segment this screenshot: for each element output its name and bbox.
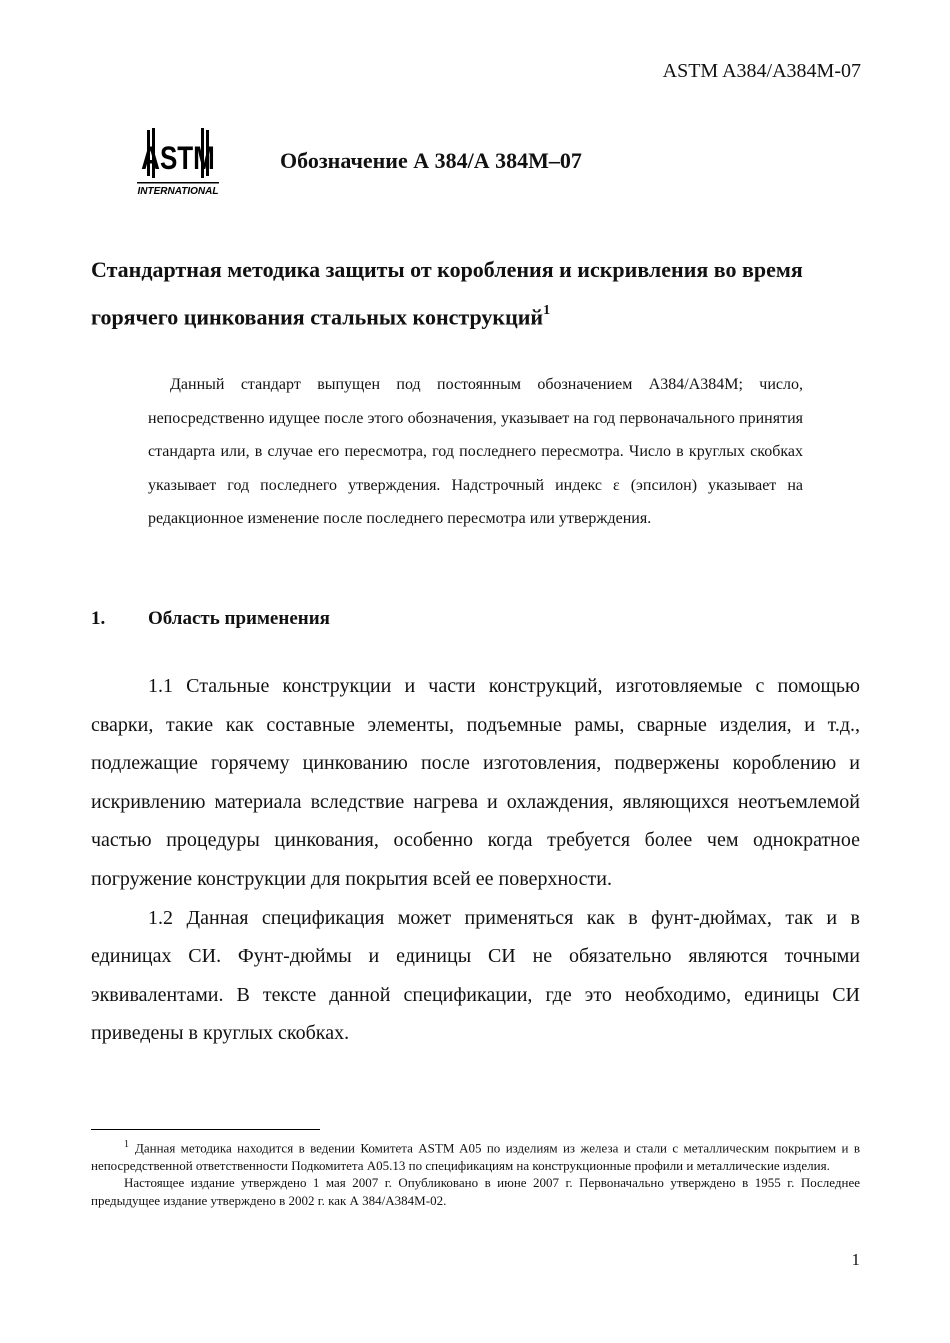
- logo-mark-text: ASTM: [141, 140, 215, 177]
- preface-text: Данный стандарт выпущен под постоянным обозначением А384/А384М; число, непосредственно идущее после этого обозначения, указывает на год первоначального принятия стандарта или, в случае его пересмотра, год последнего пересмотра. Число в круглых скобках указывает год последнего утверждения. Надстрочный индекс ε (эпсилон) указывает на редакционное изменение после последнего пересмотра или утверждения.: [148, 376, 803, 527]
- page-number: 1: [851, 1250, 860, 1269]
- footnote-divider: [91, 1129, 320, 1130]
- logo-caption-text: INTERNATIONAL: [137, 186, 219, 197]
- section-heading: [91, 608, 330, 630]
- section-body: [91, 667, 860, 1053]
- paragraph-1-2: 1.2 Данная спецификация может применяться как в фунт-дюймах, так и в единицах СИ. Фунт-дюймы и единицы СИ не обязательно являются точными эквивалентами. В тексте данной спецификации, где это необходимо, единицы СИ приведены в круглых скобках.: [91, 906, 860, 1045]
- document-title: [91, 248, 861, 338]
- astm-international-logo: [133, 124, 223, 200]
- footnote-1-text: Данная методика находится в ведении Комитета ASTM A05 по изделиям из железа и стали с металлическим покрытием и в непосредственной ответственности Подкомитета A05.13 по спецификациям на конструкционные профили и металлические изделия.: [91, 1140, 860, 1173]
- designation-heading: Обозначение А 384/А 384М–07: [280, 148, 582, 173]
- preface-block: [148, 368, 803, 536]
- title-footnote-marker: 1: [543, 303, 551, 318]
- paragraph-1-1: 1.1 Стальные конструкции и части конструкций, изготовляемые с помощью сварки, такие как составные элементы, подъемные рамы, сварные изделия, и т.д., подлежащие горячему цинкованию после изготовления, подвержены короблению и искривлению материала вследствие нагрева и охлаждения, являющихся неотъемлемой частью процедуры цинкования, особенно когда требуется более чем однократное погружение конструкции для покрытия всей ее поверхности.: [91, 675, 860, 890]
- document-code-header: ASTM A384/A384M-07: [662, 60, 861, 82]
- footnote-2: Настоящее издание утверждено 1 мая 2007 г. Опубликовано в июне 2007 г. Первоначально утверждено в 1955 г. Последнее предыдущее издание утверждено в 2002 г. как А 384/А384М-02.: [91, 1175, 860, 1208]
- footnote-1: [91, 1136, 860, 1174]
- section-number: 1.: [91, 608, 106, 629]
- footnote-marker: 1: [124, 1139, 129, 1150]
- document-title-text: Стандартная методика защиты от коробления и искривления во время горячего цинкования стальных конструкций: [91, 257, 803, 330]
- footnotes-block: [91, 1136, 860, 1209]
- section-title: Область применения: [148, 608, 330, 629]
